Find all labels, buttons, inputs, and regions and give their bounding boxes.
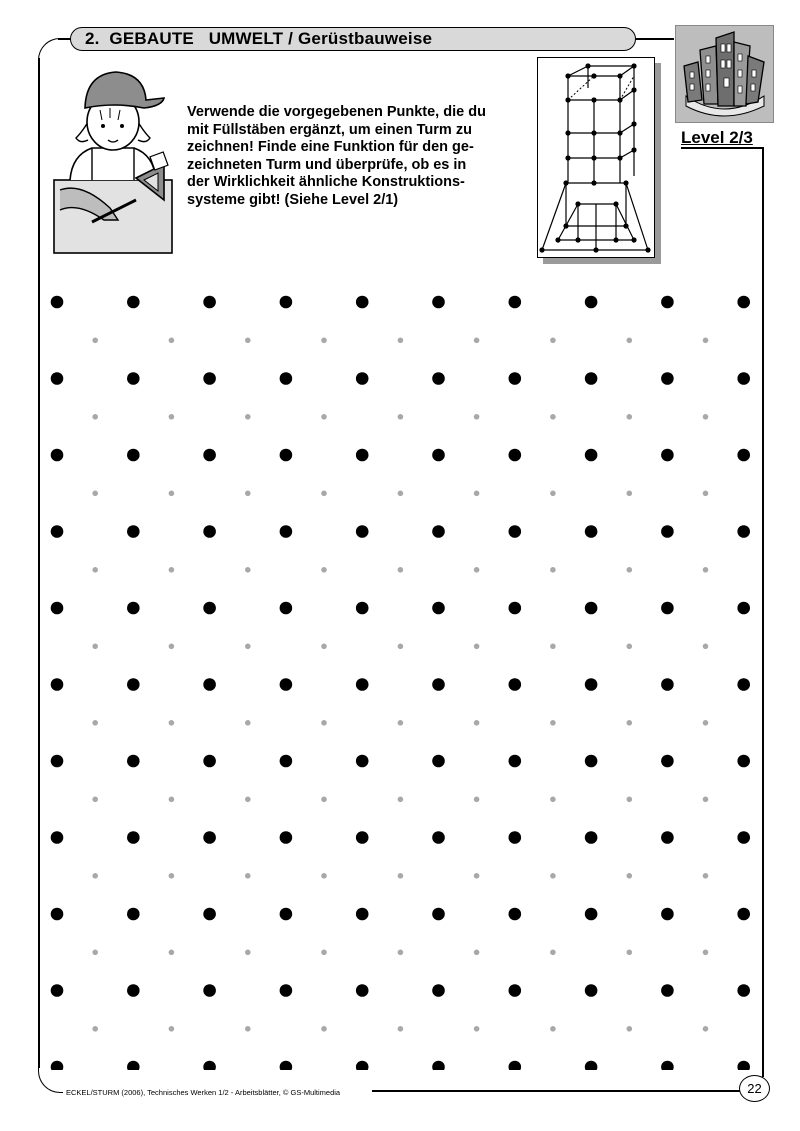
- grid-point-black[interactable]: [356, 678, 369, 691]
- grid-point-black[interactable]: [585, 296, 598, 309]
- grid-point-black[interactable]: [737, 984, 750, 997]
- grid-point-gray[interactable]: [92, 644, 98, 650]
- scaffold-tower-icon: [538, 58, 654, 257]
- grid-point-black[interactable]: [127, 602, 140, 615]
- grid-point-gray[interactable]: [703, 1026, 709, 1032]
- grid-point-gray[interactable]: [169, 1026, 175, 1032]
- grid-point-black[interactable]: [51, 755, 64, 768]
- grid-point-gray[interactable]: [703, 720, 709, 726]
- grid-point-gray[interactable]: [474, 567, 480, 573]
- grid-point-gray[interactable]: [169, 873, 175, 879]
- grid-point-black[interactable]: [203, 831, 216, 844]
- instruction-line: der Wirklichkeit ähnliche Konstruktions-: [187, 174, 465, 190]
- grid-point-gray[interactable]: [321, 950, 327, 956]
- level-label: Level 2/3: [681, 128, 753, 147]
- grid-point-black[interactable]: [432, 372, 445, 385]
- grid-point-black[interactable]: [509, 525, 522, 538]
- grid-point-gray[interactable]: [245, 491, 251, 497]
- city-buildings-icon: [676, 26, 773, 122]
- grid-point-gray[interactable]: [245, 950, 251, 956]
- grid-point-gray[interactable]: [474, 338, 480, 344]
- grid-point-black[interactable]: [280, 984, 293, 997]
- grid-point-black[interactable]: [203, 602, 216, 615]
- grid-point-gray[interactable]: [627, 797, 633, 803]
- grid-point-gray[interactable]: [398, 491, 404, 497]
- grid-point-gray[interactable]: [169, 950, 175, 956]
- grid-point-gray[interactable]: [245, 338, 251, 344]
- grid-point-gray[interactable]: [550, 567, 556, 573]
- grid-point-gray[interactable]: [474, 644, 480, 650]
- grid-point-black[interactable]: [737, 755, 750, 768]
- grid-point-black[interactable]: [585, 908, 598, 921]
- grid-point-black[interactable]: [280, 755, 293, 768]
- grid-point-black[interactable]: [661, 908, 674, 921]
- grid-point-black[interactable]: [127, 525, 140, 538]
- grid-point-black[interactable]: [203, 449, 216, 462]
- grid-point-gray[interactable]: [398, 338, 404, 344]
- grid-point-gray[interactable]: [703, 644, 709, 650]
- grid-point-gray[interactable]: [550, 491, 556, 497]
- grid-point-gray[interactable]: [474, 720, 480, 726]
- grid-point-gray[interactable]: [169, 338, 175, 344]
- grid-point-gray[interactable]: [398, 644, 404, 650]
- grid-point-black[interactable]: [432, 984, 445, 997]
- grid-point-gray[interactable]: [92, 797, 98, 803]
- grid-point-gray[interactable]: [321, 414, 327, 420]
- grid-point-gray[interactable]: [245, 567, 251, 573]
- grid-point-black[interactable]: [280, 449, 293, 462]
- grid-point-gray[interactable]: [92, 414, 98, 420]
- grid-point-black[interactable]: [356, 449, 369, 462]
- grid-point-black[interactable]: [585, 1061, 598, 1070]
- grid-point-black[interactable]: [51, 449, 64, 462]
- grid-point-black[interactable]: [432, 678, 445, 691]
- grid-point-gray[interactable]: [245, 720, 251, 726]
- grid-point-gray[interactable]: [245, 414, 251, 420]
- grid-point-black[interactable]: [356, 525, 369, 538]
- grid-point-black[interactable]: [585, 984, 598, 997]
- grid-point-gray[interactable]: [627, 720, 633, 726]
- grid-point-black[interactable]: [280, 296, 293, 309]
- grid-point-black[interactable]: [661, 984, 674, 997]
- grid-point-black[interactable]: [661, 602, 674, 615]
- grid-point-gray[interactable]: [245, 1026, 251, 1032]
- grid-point-gray[interactable]: [703, 950, 709, 956]
- grid-point-gray[interactable]: [474, 1026, 480, 1032]
- grid-point-black[interactable]: [737, 372, 750, 385]
- grid-point-black[interactable]: [127, 755, 140, 768]
- grid-point-gray[interactable]: [321, 491, 327, 497]
- grid-point-black[interactable]: [432, 296, 445, 309]
- grid-point-gray[interactable]: [550, 950, 556, 956]
- grid-point-black[interactable]: [509, 755, 522, 768]
- grid-point-black[interactable]: [51, 372, 64, 385]
- grid-point-black[interactable]: [356, 755, 369, 768]
- grid-point-gray[interactable]: [245, 873, 251, 879]
- instruction-line: zeichneten Turm und überprüfe, ob es in: [187, 156, 467, 173]
- grid-point-black[interactable]: [127, 1061, 140, 1070]
- grid-point-black[interactable]: [432, 831, 445, 844]
- grid-point-gray[interactable]: [169, 414, 175, 420]
- grid-point-gray[interactable]: [169, 644, 175, 650]
- grid-point-black[interactable]: [356, 296, 369, 309]
- grid-point-black[interactable]: [661, 296, 674, 309]
- grid-point-gray[interactable]: [321, 797, 327, 803]
- grid-point-gray[interactable]: [92, 338, 98, 344]
- grid-point-black[interactable]: [737, 296, 750, 309]
- grid-point-gray[interactable]: [398, 950, 404, 956]
- grid-point-gray[interactable]: [703, 338, 709, 344]
- grid-point-gray[interactable]: [321, 873, 327, 879]
- grid-point-gray[interactable]: [92, 720, 98, 726]
- grid-point-gray[interactable]: [321, 567, 327, 573]
- grid-point-black[interactable]: [585, 602, 598, 615]
- grid-point-gray[interactable]: [550, 338, 556, 344]
- grid-point-black[interactable]: [737, 449, 750, 462]
- grid-point-black[interactable]: [432, 755, 445, 768]
- grid-point-black[interactable]: [585, 831, 598, 844]
- grid-point-gray[interactable]: [474, 491, 480, 497]
- grid-point-black[interactable]: [51, 602, 64, 615]
- grid-point-black[interactable]: [203, 755, 216, 768]
- grid-point-black[interactable]: [51, 831, 64, 844]
- grid-point-gray[interactable]: [627, 644, 633, 650]
- grid-point-black[interactable]: [203, 908, 216, 921]
- grid-point-black[interactable]: [356, 1061, 369, 1070]
- grid-point-gray[interactable]: [550, 414, 556, 420]
- grid-point-black[interactable]: [432, 1061, 445, 1070]
- grid-point-black[interactable]: [661, 372, 674, 385]
- grid-point-black[interactable]: [661, 525, 674, 538]
- grid-point-gray[interactable]: [169, 720, 175, 726]
- grid-point-gray[interactable]: [398, 720, 404, 726]
- grid-point-black[interactable]: [509, 602, 522, 615]
- grid-point-black[interactable]: [356, 372, 369, 385]
- grid-point-gray[interactable]: [627, 1026, 633, 1032]
- page-title: 2. GEBAUTE UMWELT / Gerüstbauweise: [85, 29, 433, 48]
- grid-point-gray[interactable]: [321, 338, 327, 344]
- grid-point-black[interactable]: [432, 449, 445, 462]
- grid-point-black[interactable]: [661, 1061, 674, 1070]
- grid-point-black[interactable]: [127, 908, 140, 921]
- grid-point-gray[interactable]: [550, 1026, 556, 1032]
- grid-point-black[interactable]: [585, 678, 598, 691]
- grid-point-black[interactable]: [509, 908, 522, 921]
- grid-point-black[interactable]: [356, 602, 369, 615]
- grid-point-black[interactable]: [585, 525, 598, 538]
- grid-point-black[interactable]: [203, 1061, 216, 1070]
- grid-point-gray[interactable]: [627, 567, 633, 573]
- grid-point-black[interactable]: [203, 372, 216, 385]
- instruction-line: Verwende die vorgegebenen Punkte, die du: [187, 104, 486, 120]
- grid-point-black[interactable]: [280, 678, 293, 691]
- grid-point-gray[interactable]: [92, 491, 98, 497]
- grid-point-gray[interactable]: [398, 873, 404, 879]
- grid-point-black[interactable]: [280, 602, 293, 615]
- grid-point-gray[interactable]: [245, 797, 251, 803]
- grid-point-black[interactable]: [280, 908, 293, 921]
- grid-point-gray[interactable]: [703, 873, 709, 879]
- grid-point-black[interactable]: [737, 831, 750, 844]
- grid-point-black[interactable]: [661, 678, 674, 691]
- grid-point-black[interactable]: [737, 602, 750, 615]
- grid-point-black[interactable]: [432, 602, 445, 615]
- grid-point-black[interactable]: [280, 1061, 293, 1070]
- grid-point-black[interactable]: [280, 372, 293, 385]
- grid-point-black[interactable]: [509, 449, 522, 462]
- grid-point-black[interactable]: [203, 525, 216, 538]
- grid-point-gray[interactable]: [92, 950, 98, 956]
- grid-point-black[interactable]: [51, 908, 64, 921]
- child-with-set-square-icon: [52, 60, 178, 258]
- grid-point-gray[interactable]: [550, 797, 556, 803]
- grid-point-gray[interactable]: [703, 414, 709, 420]
- grid-point-gray[interactable]: [474, 950, 480, 956]
- dot-grid[interactable]: [0, 280, 800, 1070]
- grid-point-black[interactable]: [127, 296, 140, 309]
- grid-point-black[interactable]: [585, 755, 598, 768]
- grid-point-gray[interactable]: [627, 873, 633, 879]
- footer-copyright: ECKEL/STURM (2006), Technisches Werken 1/2 - Arbeitsblätter, © GS-Multimedia: [66, 1088, 341, 1097]
- grid-point-black[interactable]: [127, 449, 140, 462]
- grid-point-black[interactable]: [661, 755, 674, 768]
- grid-point-black[interactable]: [51, 678, 64, 691]
- grid-point-black[interactable]: [585, 449, 598, 462]
- grid-point-gray[interactable]: [398, 567, 404, 573]
- grid-point-black[interactable]: [51, 984, 64, 997]
- grid-point-gray[interactable]: [550, 644, 556, 650]
- grid-point-black[interactable]: [509, 296, 522, 309]
- grid-point-gray[interactable]: [169, 797, 175, 803]
- title-bar: [70, 27, 636, 51]
- grid-point-black[interactable]: [737, 678, 750, 691]
- frame-bottom-line: [372, 1090, 740, 1092]
- grid-point-black[interactable]: [509, 372, 522, 385]
- grid-point-gray[interactable]: [474, 797, 480, 803]
- grid-point-black[interactable]: [509, 1061, 522, 1070]
- grid-point-black[interactable]: [585, 372, 598, 385]
- grid-point-black[interactable]: [127, 678, 140, 691]
- grid-point-black[interactable]: [280, 525, 293, 538]
- tower-illustration-box: [537, 57, 655, 258]
- grid-point-gray[interactable]: [627, 491, 633, 497]
- grid-point-gray[interactable]: [92, 873, 98, 879]
- grid-point-black[interactable]: [509, 678, 522, 691]
- grid-point-black[interactable]: [432, 908, 445, 921]
- grid-point-gray[interactable]: [398, 1026, 404, 1032]
- grid-point-gray[interactable]: [627, 950, 633, 956]
- grid-point-black[interactable]: [203, 296, 216, 309]
- grid-point-gray[interactable]: [321, 720, 327, 726]
- grid-point-black[interactable]: [661, 831, 674, 844]
- grid-point-gray[interactable]: [92, 567, 98, 573]
- grid-point-black[interactable]: [203, 678, 216, 691]
- grid-point-gray[interactable]: [92, 1026, 98, 1032]
- grid-point-black[interactable]: [51, 1061, 64, 1070]
- grid-point-gray[interactable]: [321, 644, 327, 650]
- grid-point-gray[interactable]: [169, 491, 175, 497]
- grid-point-black[interactable]: [127, 831, 140, 844]
- grid-point-black[interactable]: [661, 449, 674, 462]
- grid-point-gray[interactable]: [245, 644, 251, 650]
- grid-point-gray[interactable]: [474, 414, 480, 420]
- grid-point-gray[interactable]: [703, 491, 709, 497]
- grid-point-black[interactable]: [127, 984, 140, 997]
- grid-point-black[interactable]: [127, 372, 140, 385]
- grid-point-gray[interactable]: [627, 414, 633, 420]
- grid-point-black[interactable]: [737, 908, 750, 921]
- grid-point-black[interactable]: [356, 908, 369, 921]
- city-logo: [675, 25, 774, 123]
- grid-point-gray[interactable]: [398, 414, 404, 420]
- grid-point-black[interactable]: [509, 984, 522, 997]
- grid-point-black[interactable]: [51, 296, 64, 309]
- grid-point-black[interactable]: [737, 1061, 750, 1070]
- frame-top-right-line: [636, 38, 674, 40]
- instruction-line: systeme gibt! (Siehe Level 2/1): [187, 191, 399, 208]
- grid-point-gray[interactable]: [550, 873, 556, 879]
- grid-point-gray[interactable]: [321, 1026, 327, 1032]
- grid-point-black[interactable]: [203, 984, 216, 997]
- grid-point-gray[interactable]: [703, 797, 709, 803]
- grid-point-black[interactable]: [280, 831, 293, 844]
- grid-point-gray[interactable]: [398, 797, 404, 803]
- grid-point-gray[interactable]: [474, 873, 480, 879]
- instruction-line: zeichnen! Finde eine Funktion für den ge-: [187, 139, 474, 155]
- grid-point-gray[interactable]: [169, 567, 175, 573]
- grid-point-black[interactable]: [356, 984, 369, 997]
- instruction-line: mit Füllstäben ergänzt, um einen Turm zu: [187, 121, 472, 138]
- grid-point-black[interactable]: [737, 525, 750, 538]
- frame-bottom-left-corner: [38, 1068, 63, 1093]
- page-number: 22: [747, 1081, 762, 1096]
- page-number-badge: [739, 1075, 770, 1102]
- grid-point-black[interactable]: [509, 831, 522, 844]
- grid-point-gray[interactable]: [627, 338, 633, 344]
- grid-point-black[interactable]: [356, 831, 369, 844]
- grid-point-gray[interactable]: [550, 720, 556, 726]
- grid-point-black[interactable]: [432, 525, 445, 538]
- grid-point-black[interactable]: [51, 525, 64, 538]
- grid-point-gray[interactable]: [703, 567, 709, 573]
- instructions-text: [187, 104, 532, 209]
